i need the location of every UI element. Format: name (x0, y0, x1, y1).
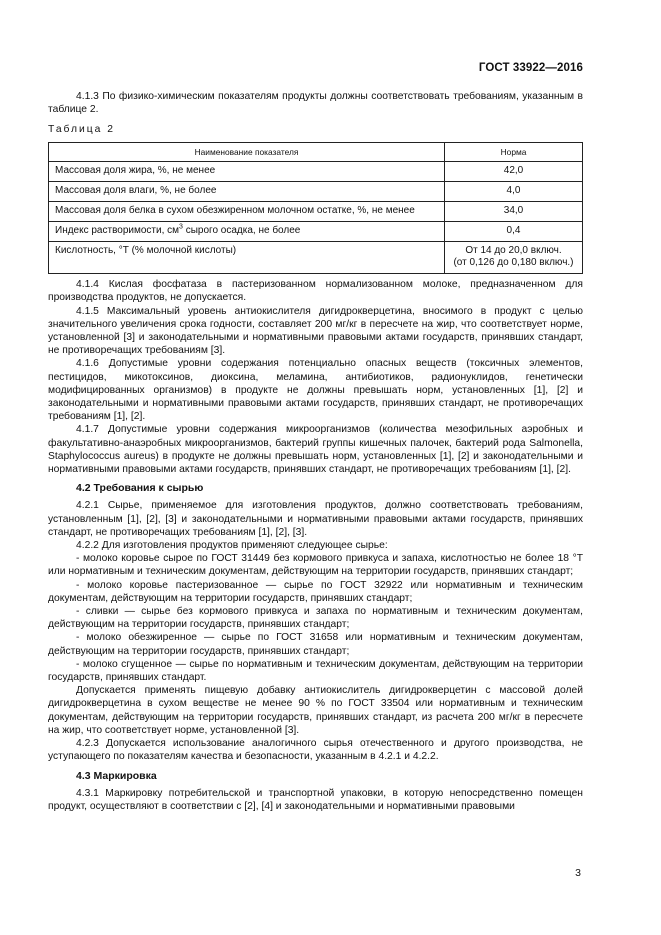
row-name-superscript: 3 (179, 223, 183, 231)
row-norm: 0,4 (445, 221, 583, 241)
paragraph-4-3-1: 4.3.1 Маркировку потребительской и транспортной упаковки, в которую непосредственно помещен продукт, осуществляют в соответствии с [2], [4] и законодательными и нормативными правовыми (48, 787, 583, 812)
paragraph-4-1-5: 4.1.5 Максимальный уровень антиокислителя дигидрокверцетина, вносимого в продукт с целью значительного увеличения срока годности, составляет 200 мг/кг в пересчете на жир, что соответствует норме, установленной [3] и законодательными и нормативными правовыми актами государств, принявших стандарт, не противоречащих требованиям [3]. (48, 305, 583, 357)
row-name (49, 221, 445, 241)
row-norm: 42,0 (445, 162, 583, 182)
list-item: - сливки — сырье без кормового привкуса и запаха по нормативным и техническим документам, действующим на территории государств, принявших стандарт; (48, 606, 583, 631)
table-row (49, 182, 583, 202)
paragraph-4-1-4: 4.1.4 Кислая фосфатаза в пастеризованном нормализованном молоке, предназначенном для производства продуктов, не допускается. (48, 279, 583, 304)
row-norm-line-2: (от 0,126 до 0,180 включ.) (453, 257, 574, 269)
row-norm: 34,0 (445, 202, 583, 222)
table-header-row (49, 142, 583, 162)
section-heading-4-2: 4.2 Требования к сырью (76, 482, 204, 495)
list-item: - молоко сгущенное — сырье по нормативным и техническим документам, действующим на территории государств, принявших стандарт. (48, 658, 583, 684)
table-row (49, 241, 583, 274)
section-heading-4-3: 4.3 Маркировка (76, 769, 157, 782)
paragraph-4-2-1: 4.2.1 Сырье, применяемое для изготовления продуктов, должно соответствовать требованиям, установленным [1], [2], [3] и законодательными и нормативными правовыми актами государств, принявших стандарт, не противоречащих требованиям [1], [2], [3]. (48, 500, 583, 538)
paragraph-4-1-6: 4.1.6 Допустимые уровни содержания потенциально опасных веществ (токсичных элементов, пестицидов, микотоксинов, диоксина, меламина, антибиотиков, радионуклидов, генетически модифицированных организмов) в продукте не должны превышать норм, установленных [1], [2] и законодательными и нормативными правовыми актами государств, принявших стандарт, не противоречащих требованиям [1], [2]. (48, 358, 583, 423)
standard-code: ГОСТ 33922—2016 (478, 62, 583, 74)
column-header-norm: Норма (445, 142, 583, 162)
paragraph-4-2-3: 4.2.3 Допускается использование аналогичного сырья отечественного и другого производства, не уступающего по показателям качества и безопасности, указанным в 4.2.1 и 4.2.2. (48, 738, 583, 763)
list-item: - молоко обезжиренное — сырье по ГОСТ 31658 или нормативным и техническим документам, действующим на территории государств, принявших стандарт; (48, 632, 583, 657)
row-name: Кислотность, °Т (% молочной кислоты) (49, 241, 445, 274)
table-row (49, 202, 583, 222)
paragraph-4-2-2: 4.2.2 Для изготовления продуктов применяют следующее сырье: (76, 540, 388, 552)
row-name: Массовая доля влаги, %, не более (49, 182, 445, 202)
page-number: 3 (575, 867, 581, 879)
row-norm (445, 241, 583, 274)
row-name: Массовая доля жира, %, не менее (49, 162, 445, 182)
paragraph-additive: Допускается применять пищевую добавку антиокислитель дигидрокверцетин с массовой долей дигидрокверцетина в сухом веществе не менее 90 % по ГОСТ 33504 или нормативным и техническим документам, действующим на территории государств, принявших стандарт, из расчета 200 мг/кг в пересчете на жир, что соответствует норме, установленной [3]. (48, 685, 583, 736)
row-norm: 4,0 (445, 182, 583, 202)
row-name-text: Индекс растворимости, см (55, 224, 180, 236)
paragraph-4-1-3: 4.1.3 По физико-химическим показателям продукты должны соответствовать требованиям, указанным в таблице 2. (48, 91, 583, 116)
row-norm-line-1: От 14 до 20,0 включ. (465, 244, 562, 256)
table-2 (48, 142, 583, 275)
table-caption: Таблица 2 (48, 124, 115, 136)
row-name: Массовая доля белка в сухом обезжиренном молочном остатке, %, не менее (49, 202, 445, 222)
row-name-text-end: сырого осадка, не более (182, 224, 301, 236)
column-header-name: Наименование показателя (49, 142, 445, 162)
table-row (49, 162, 583, 182)
page-content (48, 90, 583, 813)
list-item: - молоко коровье пастеризованное — сырье по ГОСТ 32922 или нормативным и техническим документам, действующим на территории государств, принявших стандарт; (48, 579, 583, 604)
paragraph-4-1-7: 4.1.7 Допустимые уровни содержания микроорганизмов (количества мезофильных аэробных и факультативно-анаэробных микроорганизмов, бактерий группы кишечных палочек, бактерий рода Salmonella, Staphylococcus aureus) в продукте не должны превышать норм, установленных [1], [2] и законодательными и нормативными правовыми актами государств, принявших стандарт, не противоречащих требованиям [1], [2]. (48, 424, 583, 476)
list-item: - молоко коровье сырое по ГОСТ 31449 без кормового привкуса и запаха, кислотностью не более 18 °Т или нормативным и техническим документам, действующим на территории государств, принявших стандарт; (48, 553, 583, 578)
table-row (49, 221, 583, 241)
